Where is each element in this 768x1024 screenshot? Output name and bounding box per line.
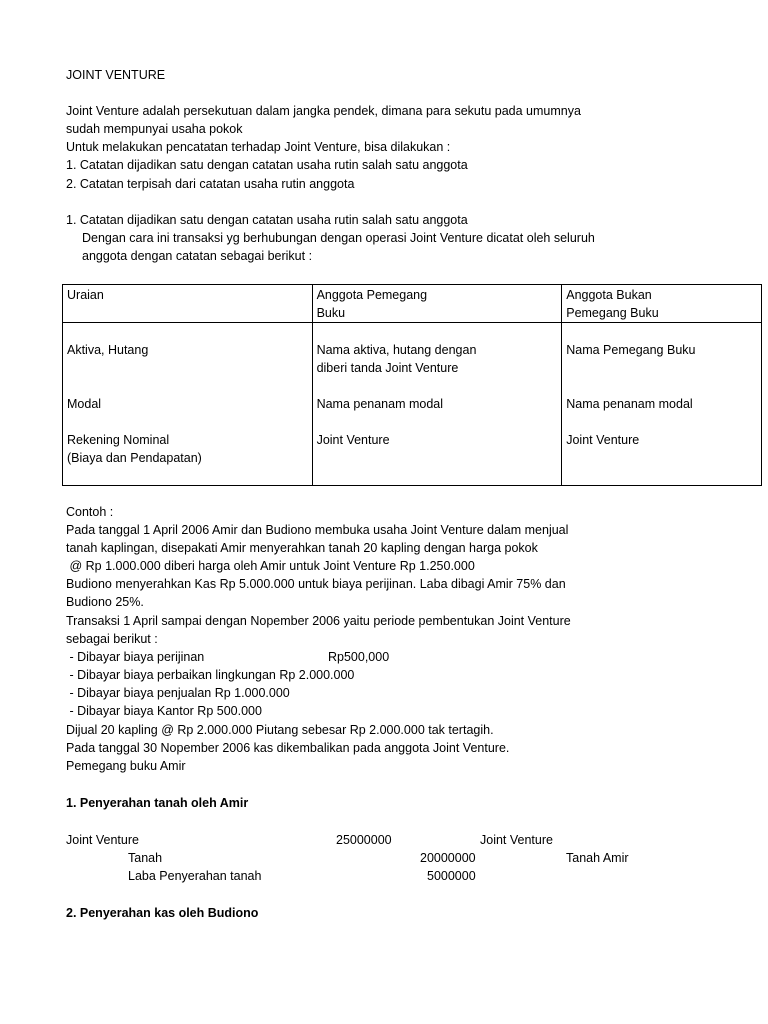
section1-heading: 1. Catatan dijadikan satu dengan catatan usaha rutin salah satu anggota: [66, 213, 468, 227]
row3-pemegang: Joint Venture: [316, 433, 390, 447]
example-line-10: Pemegang buku Amir: [66, 759, 186, 773]
table-cell: [562, 323, 762, 486]
intro-item-2: 2. Catatan terpisah dari catatan usaha rutin anggota: [66, 177, 355, 191]
journal2-heading: 2. Penyerahan kas oleh Budiono: [66, 906, 259, 920]
journal1-row1-right: Joint Venture: [480, 833, 553, 847]
row2-pemegang: Nama penanam modal: [316, 397, 444, 411]
example-bullet-3: - Dibayar biaya penjualan Rp 1.000.000: [66, 686, 290, 700]
example-line-4: Budiono menyerahkan Kas Rp 5.000.000 untuk biaya perijinan. Laba dibagi Amir 75% dan: [66, 577, 566, 591]
row1-pemegang-line1: Nama aktiva, hutang dengan: [316, 343, 477, 357]
journal1-row2-account: Tanah: [128, 851, 163, 865]
example-line-6: Transaksi 1 April sampai dengan Nopember 2006 yaitu periode pembentukan Joint Venture: [66, 614, 571, 628]
journal1-row2-right: Tanah Amir: [566, 851, 629, 865]
section1-desc-1: Dengan cara ini transaksi yg berhubungan dengan operasi Joint Venture dicatat oleh seluruh: [82, 231, 595, 245]
table-header-cell: [312, 285, 562, 323]
section1-desc-2: anggota dengan catatan sebagai berikut :: [82, 249, 313, 263]
table-header-cell: [562, 285, 762, 323]
example-line-1: Pada tanggal 1 April 2006 Amir dan Budiono membuka usaha Joint Venture dalam menjual: [66, 523, 569, 537]
example-bullet-4: - Dibayar biaya Kantor Rp 500.000: [66, 704, 262, 718]
example-bullet-1-amount: Rp500,000: [328, 650, 390, 664]
header-pemegang-line1: Anggota Pemegang: [316, 288, 428, 302]
journal1-row1-debit: 25000000: [336, 833, 392, 847]
example-bullet-2: - Dibayar biaya perbaikan lingkungan Rp 2.000.000: [66, 668, 355, 682]
table-header-cell: [63, 285, 313, 323]
example-line-2: tanah kaplingan, disepakati Amir menyerahkan tanah 20 kapling dengan harga pokok: [66, 541, 538, 555]
intro-item-1: 1. Catatan dijadikan satu dengan catatan usaha rutin salah satu anggota: [66, 158, 468, 172]
example-line-3: @ Rp 1.000.000 diberi harga oleh Amir untuk Joint Venture Rp 1.250.000: [66, 559, 475, 573]
example-bullet-1: - Dibayar biaya perijinan: [66, 650, 205, 664]
row1-label: Aktiva, Hutang: [67, 343, 149, 357]
journal1-row1-account: Joint Venture: [66, 833, 139, 847]
row3-bukan-pemegang: Joint Venture: [566, 433, 640, 447]
header-uraian: Uraian: [67, 288, 104, 302]
row1-pemegang-line2: diberi tanda Joint Venture: [316, 361, 459, 375]
table-header-row: [63, 285, 762, 323]
row2-bukan-pemegang: Nama penanam modal: [566, 397, 693, 411]
row3-label-line1: Rekening Nominal: [67, 433, 170, 447]
table-cell: [312, 323, 562, 486]
example-line-5: Budiono 25%.: [66, 595, 144, 609]
intro-line-2: sudah mempunyai usaha pokok: [66, 122, 243, 136]
journal1-row2-credit: 20000000: [420, 851, 476, 865]
intro-line-1: Joint Venture adalah persekutuan dalam jangka pendek, dimana para sekutu pada umumnya: [66, 104, 581, 118]
row2-label: Modal: [67, 397, 102, 411]
table-cell: [63, 323, 313, 486]
row3-label-line2: (Biaya dan Pendapatan): [67, 451, 202, 465]
example-line-8: Dijual 20 kapling @ Rp 2.000.000 Piutang sebesar Rp 2.000.000 tak tertagih.: [66, 723, 494, 737]
header-pemegang-line2: Buku: [316, 306, 346, 320]
journal1-heading: 1. Penyerahan tanah oleh Amir: [66, 796, 249, 810]
table-body-row: [63, 323, 762, 486]
header-bukan-pemegang-line1: Anggota Bukan: [566, 288, 652, 302]
document-title: JOINT VENTURE: [66, 68, 166, 82]
journal1-row3-account: Laba Penyerahan tanah: [128, 869, 262, 883]
journal1-row3-credit: 5000000: [427, 869, 476, 883]
example-label: Contoh :: [66, 505, 114, 519]
row1-bukan-pemegang: Nama Pemegang Buku: [566, 343, 696, 357]
intro-line-3: Untuk melakukan pencatatan terhadap Joint Venture, bisa dilakukan :: [66, 140, 451, 154]
header-bukan-pemegang-line2: Pemegang Buku: [566, 306, 659, 320]
example-line-7: sebagai berikut :: [66, 632, 158, 646]
example-line-9: Pada tanggal 30 Nopember 2006 kas dikembalikan pada anggota Joint Venture.: [66, 741, 510, 755]
member-records-table: [62, 284, 762, 486]
